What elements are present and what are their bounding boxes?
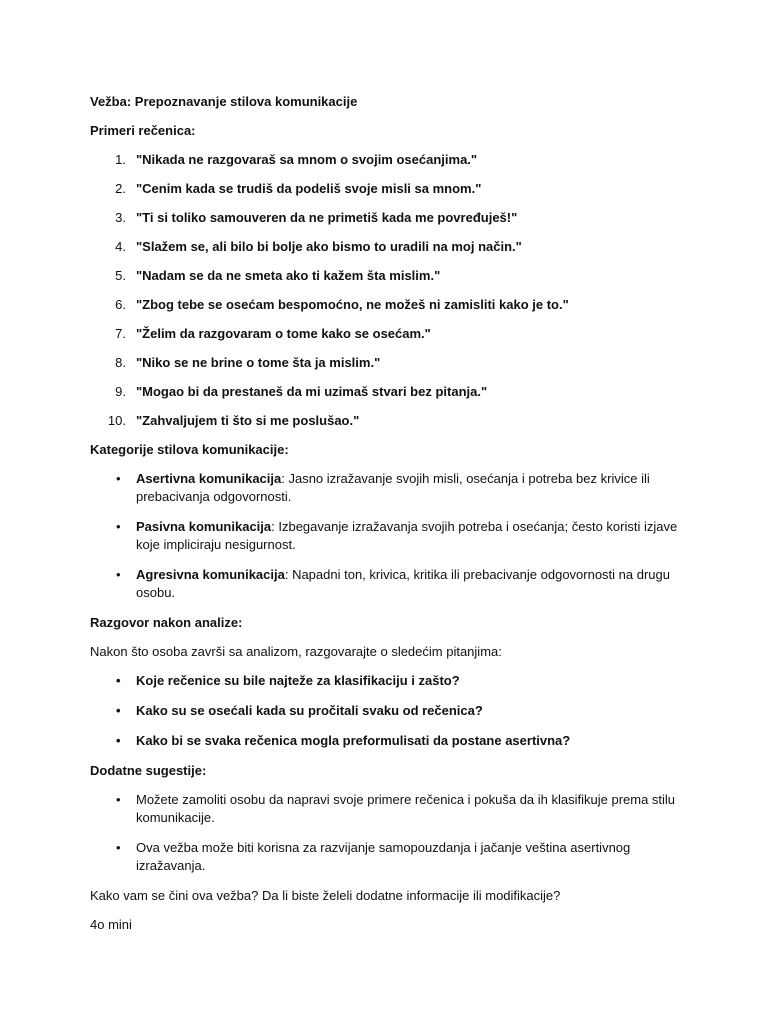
model-label: 4o mini bbox=[90, 917, 132, 932]
example-sentence: "Cenim kada se trudiš da podeliš svoje misli sa mnom." bbox=[136, 181, 482, 196]
example-sentence: "Nadam se da ne smeta ako ti kažem šta mislim." bbox=[136, 268, 441, 283]
discussion-intro: Nakon što osoba završi sa analizom, razgovarajte o sledećim pitanjima: bbox=[90, 644, 502, 659]
list-item bbox=[90, 566, 700, 602]
list-number: 8. bbox=[115, 355, 126, 370]
question-text: Koje rečenice su bile najteže za klasifikaciju i zašto? bbox=[136, 673, 460, 688]
list-item bbox=[90, 412, 700, 429]
suggestion-text: Možete zamoliti osobu da napravi svoje primere rečenica i pokuša da ih klasifikuje prema stilu komunikacije. bbox=[136, 792, 676, 825]
category-description: : Jasno izražavanje svojih misli, osećanja i potreba bez krivice ili prebacivanja odgovornosti. bbox=[136, 471, 650, 504]
suggestions-list bbox=[90, 791, 700, 875]
list-number: 9. bbox=[115, 384, 126, 399]
example-sentence: "Nikada ne razgovaraš sa mnom o svojim osećanjima." bbox=[136, 152, 478, 167]
examples-heading: Primeri rečenica: bbox=[90, 123, 196, 138]
question-text: Kako su se osećali kada su pročitali svaku od rečenica? bbox=[136, 703, 483, 718]
bullet-icon: • bbox=[116, 733, 121, 748]
categories-list bbox=[90, 470, 700, 602]
bullet-icon: • bbox=[116, 673, 121, 688]
list-item bbox=[90, 180, 700, 197]
question-text: Kako bi se svaka rečenica mogla preformulisati da postane asertivna? bbox=[136, 733, 571, 748]
list-item bbox=[90, 791, 700, 827]
list-item bbox=[90, 325, 700, 342]
suggestions-heading: Dodatne sugestije: bbox=[90, 763, 207, 778]
closing-question: Kako vam se čini ova vežba? Da li biste želeli dodatne informacije ili modifikacije? bbox=[90, 888, 561, 903]
bullet-icon: • bbox=[116, 703, 121, 718]
list-item bbox=[90, 702, 700, 720]
list-number: 1. bbox=[115, 152, 126, 167]
category-term: Agresivna komunikacija bbox=[136, 567, 285, 582]
list-item bbox=[90, 296, 700, 313]
example-sentence: "Slažem se, ali bilo bi bolje ako bismo to uradili na moj način." bbox=[136, 239, 522, 254]
examples-list bbox=[90, 151, 700, 429]
list-item bbox=[90, 518, 700, 554]
list-item bbox=[90, 839, 700, 875]
bullet-icon: • bbox=[116, 519, 121, 534]
list-number: 7. bbox=[115, 326, 126, 341]
category-description: : Napadni ton, krivica, kritika ili prebacivanje odgovornosti na drugu osobu. bbox=[136, 567, 670, 600]
questions-list bbox=[90, 672, 700, 750]
example-sentence: "Zbog tebe se osećam bespomoćno, ne možeš ni zamisliti kako je to." bbox=[136, 297, 569, 312]
list-number: 2. bbox=[115, 181, 126, 196]
list-number: 6. bbox=[115, 297, 126, 312]
example-sentence: "Ti si toliko samouveren da ne primetiš kada me povređuješ!" bbox=[136, 210, 518, 225]
list-item bbox=[90, 238, 700, 255]
category-term: Pasivna komunikacija bbox=[136, 519, 272, 534]
category-description: : Izbegavanje izražavanja svojih potreba i osećanja; često koristi izjave koje impliciraju nesigurnost. bbox=[136, 519, 678, 552]
list-item bbox=[90, 209, 700, 226]
suggestion-text: Ova vežba može biti korisna za razvijanje samopouzdanja i jačanje veština asertivnog izražavanja. bbox=[136, 840, 631, 873]
document-body bbox=[90, 93, 700, 933]
list-number: 3. bbox=[115, 210, 126, 225]
bullet-icon: • bbox=[116, 840, 121, 855]
list-item bbox=[90, 151, 700, 168]
example-sentence: "Mogao bi da prestaneš da mi uzimaš stvari bez pitanja." bbox=[136, 384, 488, 399]
bullet-icon: • bbox=[116, 567, 121, 582]
list-item bbox=[90, 383, 700, 400]
list-item bbox=[90, 354, 700, 371]
example-sentence: "Niko se ne brine o tome šta ja mislim." bbox=[136, 355, 381, 370]
bullet-icon: • bbox=[116, 471, 121, 486]
categories-heading: Kategorije stilova komunikacije: bbox=[90, 442, 289, 457]
example-sentence: "Želim da razgovaram o tome kako se osećam." bbox=[136, 326, 431, 341]
list-number: 4. bbox=[115, 239, 126, 254]
discussion-heading: Razgovor nakon analize: bbox=[90, 615, 243, 630]
bullet-icon: • bbox=[116, 792, 121, 807]
list-item bbox=[90, 732, 700, 750]
list-item bbox=[90, 470, 700, 506]
example-sentence: "Zahvaljujem ti što si me poslušao." bbox=[136, 413, 360, 428]
list-number: 5. bbox=[115, 268, 126, 283]
list-item bbox=[90, 672, 700, 690]
list-item bbox=[90, 267, 700, 284]
list-number: 10. bbox=[107, 413, 126, 428]
category-term: Asertivna komunikacija bbox=[136, 471, 282, 486]
document-title: Vežba: Prepoznavanje stilova komunikacije bbox=[90, 94, 358, 109]
